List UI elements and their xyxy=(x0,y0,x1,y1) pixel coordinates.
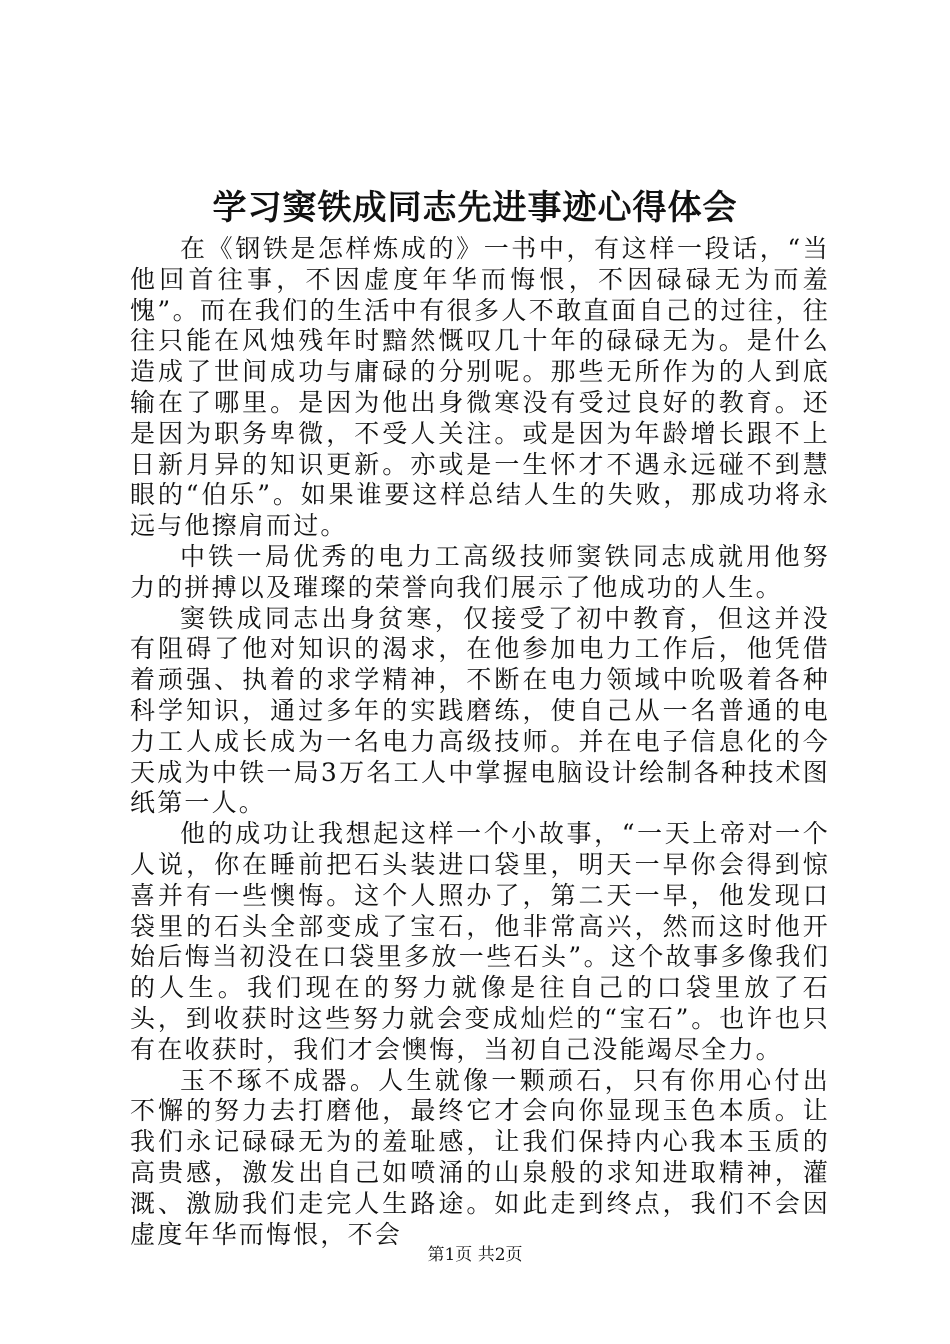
paragraph: 他的成功让我想起这样一个小故事，“一天上帝对一个人说，你在睡前把石头装进口袋里，明天一早你会得到惊喜并有一些懊悔。这个人照办了，第二天一早，他发现口袋里的石头全部变成了宝石，他非常高兴，然而这时他开始后悔当初没在口袋里多放一些石头”。这个故事多像我们的人生。我们现在的努力就像是往自己的口袋里放了石头，到收获时这些努力就会变成灿烂的“宝石”。也许也只有在收获时，我们才会懊悔，当初自己没能竭尽全力。 xyxy=(130,819,830,1064)
document-title: 学习窦铁成同志先进事迹心得体会 xyxy=(212,188,738,228)
paragraph: 玉不琢不成器。人生就像一颗顽石，只有你用心付出不懈的努力去打磨他，最终它才会向你显现玉色本质。让我们永记碌碌无为的羞耻感，让我们保持内心我本玉质的高贵感，激发出自己如喷涌的山泉般的求知进取精神，灌溉、激励我们走完人生路途。如此走到终点，我们不会因虚度年华而悔恨，不会 xyxy=(130,1065,830,1249)
paragraph: 中铁一局优秀的电力工高级技师窦铁同志成就用他努力的拼搏以及璀璨的荣誉向我们展示了他成功的人生。 xyxy=(130,541,830,602)
paragraph: 窦铁成同志出身贫寒，仅接受了初中教育，但这并没有阻碍了他对知识的渴求，在他参加电力工作后，他凭借着顽强、执着的求学精神，不断在电力领域中吮吸着各种科学知识，通过多年的实践磨练，使自己从一名普通的电力工人成长成为一名电力高级技师。并在电子信息化的今天成为中铁一局3万名工人中掌握电脑设计绘制各种技术图纸第一人。 xyxy=(130,603,830,818)
page-number-footer: 第1页 共2页 xyxy=(427,1245,523,1265)
document-body xyxy=(130,234,830,1250)
paragraph: 在《钢铁是怎样炼成的》一书中，有这样一段话，“当他回首往事，不因虚度年华而悔恨，不因碌碌无为而羞愧”。而在我们的生活中有很多人不敢直面自己的过往，往往只能在风烛残年时黯然慨叹几十年的碌碌无为。是什么造成了世间成功与庸碌的分别呢。那些无所作为的人到底输在了哪里。是因为他出身微寒没有受过良好的教育。还是因为职务卑微，不受人关注。或是因为年龄增长跟不上日新月异的知识更新。亦或是一生怀才不遇永远碰不到慧眼的“伯乐”。如果谁要这样总结人生的失败，那成功将永远与他擦肩而过。 xyxy=(130,234,830,541)
